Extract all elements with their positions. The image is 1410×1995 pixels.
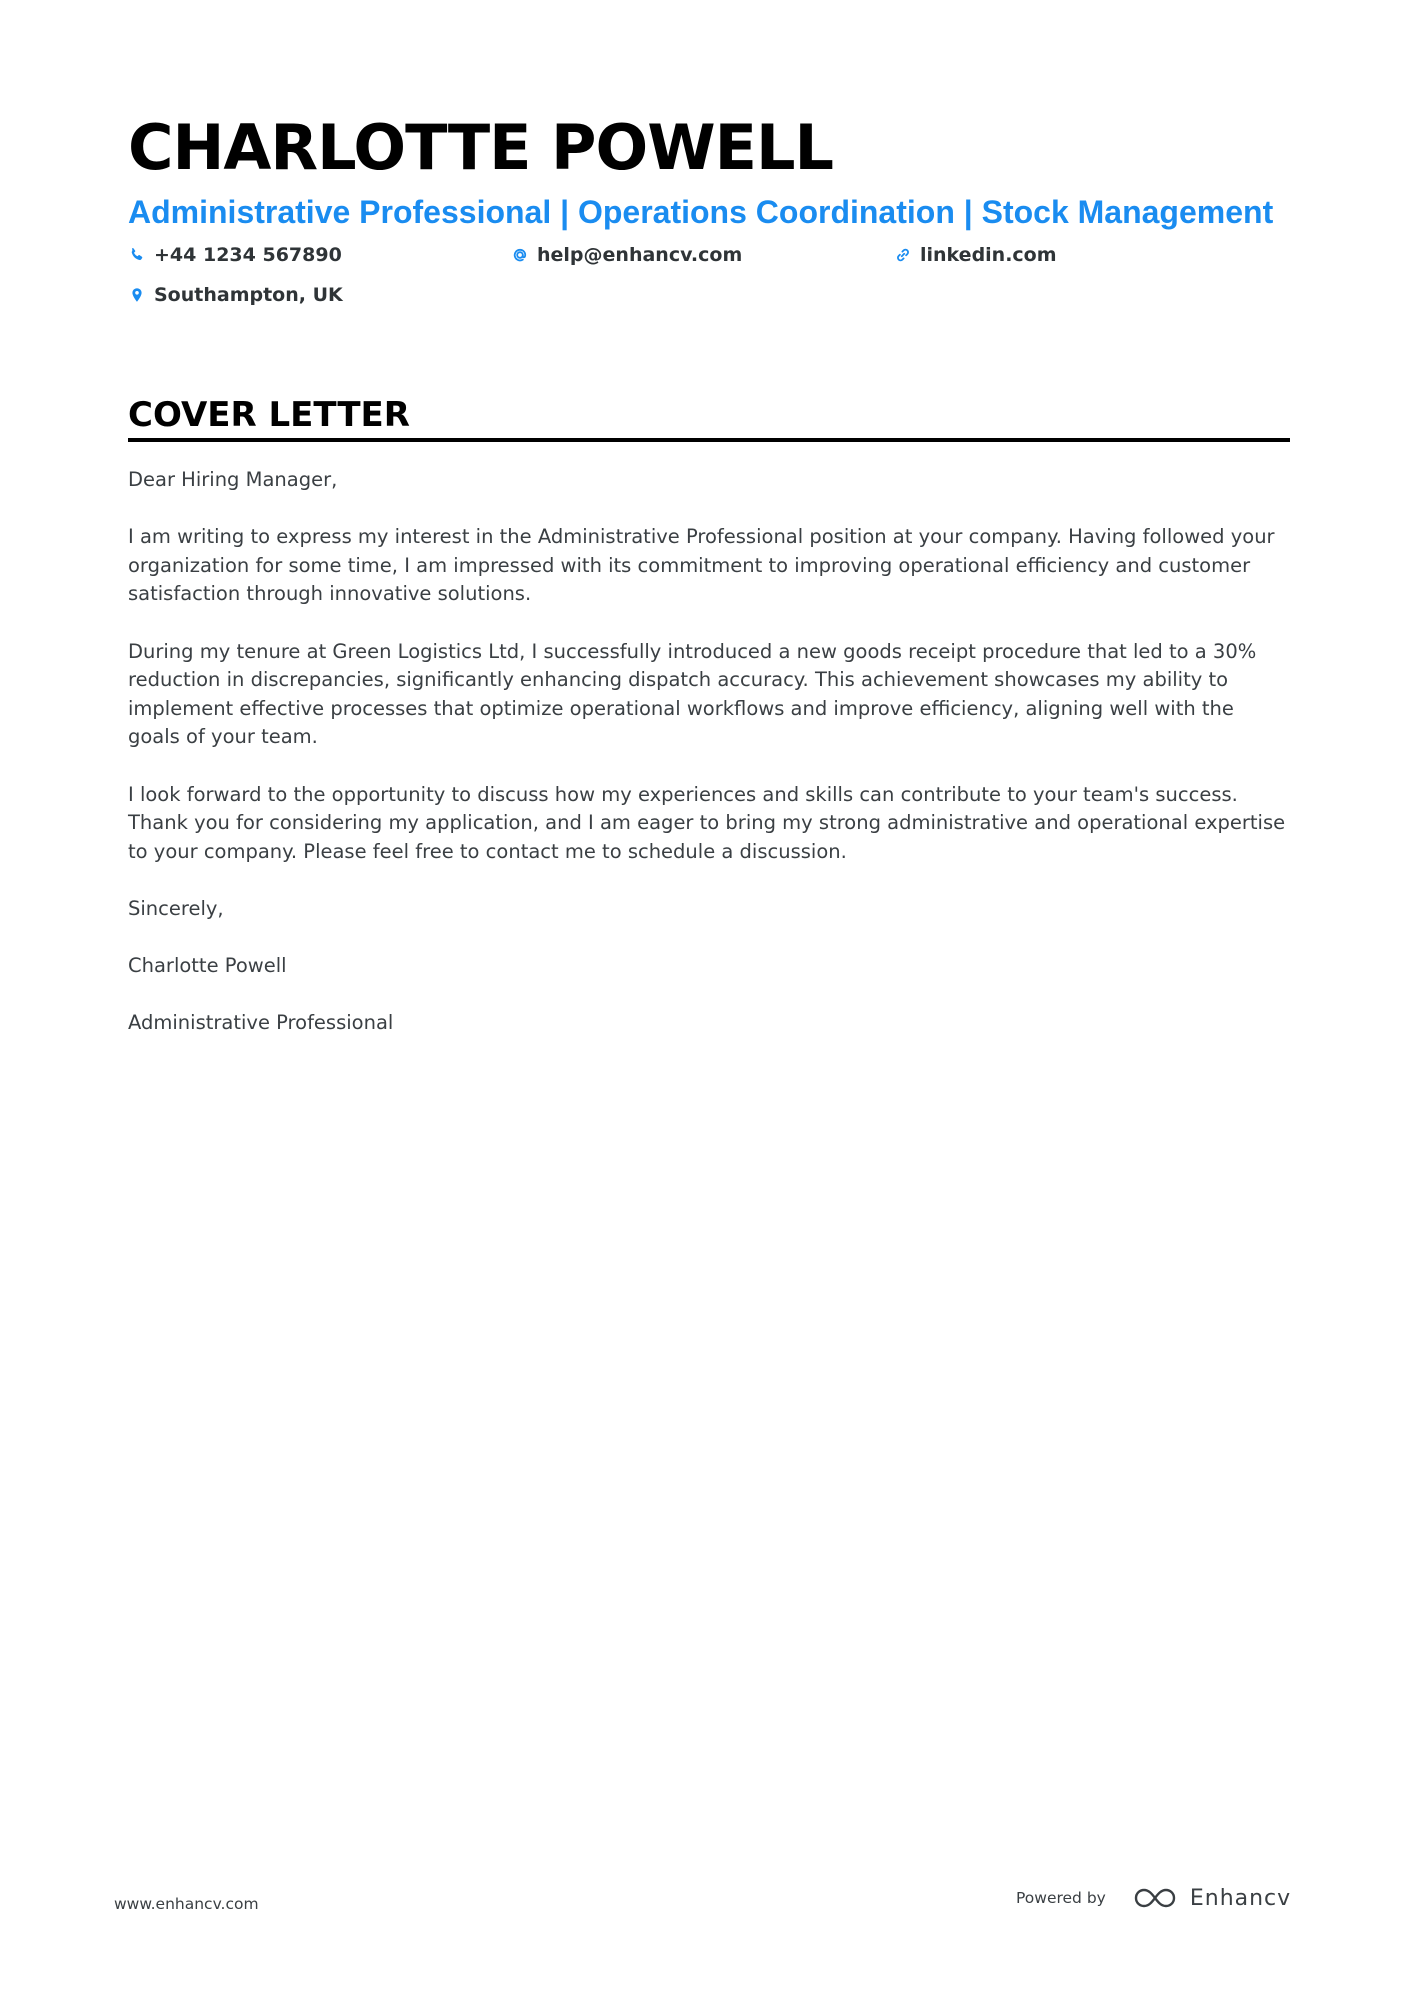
contact-email-text: help@enhancv.com xyxy=(537,244,743,266)
contact-location-text: Southampton, UK xyxy=(154,284,343,306)
signature-title: Administrative Professional xyxy=(128,1011,394,1035)
at-icon xyxy=(511,246,529,264)
section-title: COVER LETTER xyxy=(128,395,410,435)
contact-linkedin-text: linkedin.com xyxy=(920,244,1057,266)
letter-paragraph: During my tenure at Green Logistics Ltd, I successfully introduced a new goods receipt procedure that led to a 30% reduction in discrepancies, significantly enhancing dispatch accuracy. This achievement showcases my ability to implement effective processes that optimize operational workflows and improve efficiency, aligning well with the goals of your team. xyxy=(128,639,1257,749)
footer-branding[interactable] xyxy=(1016,1885,1291,1911)
contact-location xyxy=(128,281,343,309)
location-pin-icon xyxy=(128,286,146,304)
letter-paragraph: I am writing to express my interest in the Administrative Professional position at your company. Having followed your organization for some time, I am impressed with its commitment to improving operational efficiency and customer satisfaction through innovative solutions. xyxy=(128,525,1275,606)
phone-icon xyxy=(128,246,146,264)
candidate-headline: Administrative Professional | Operations Coordination | Stock Management xyxy=(128,194,1274,230)
link-icon xyxy=(894,246,912,264)
candidate-name: CHARLOTTE POWELL xyxy=(128,111,833,184)
powered-by-label: Powered by xyxy=(1016,1889,1106,1907)
signature-name: Charlotte Powell xyxy=(128,954,287,978)
brand-name: Enhancv xyxy=(1189,1885,1292,1911)
section-divider xyxy=(128,438,1290,442)
contact-email[interactable] xyxy=(511,241,742,269)
letter-body xyxy=(128,466,1290,1066)
contact-phone-text: +44 1234 567890 xyxy=(154,244,342,266)
contact-linkedin[interactable] xyxy=(894,241,1057,269)
letter-paragraph: I look forward to the opportunity to discuss how my experiences and skills can contribute to your team's success. Thank you for considering my application, and I am eager to bring my strong administrative and operational expertise to your company. Please feel free to contact me to schedule a discussion. xyxy=(128,782,1286,863)
letter-closing: Sincerely, xyxy=(128,896,224,920)
footer-website-link[interactable]: www.enhancv.com xyxy=(114,1895,259,1913)
letter-salutation: Dear Hiring Manager, xyxy=(128,468,338,491)
contact-phone[interactable] xyxy=(128,241,342,269)
enhancv-logo-icon xyxy=(1132,1885,1178,1911)
